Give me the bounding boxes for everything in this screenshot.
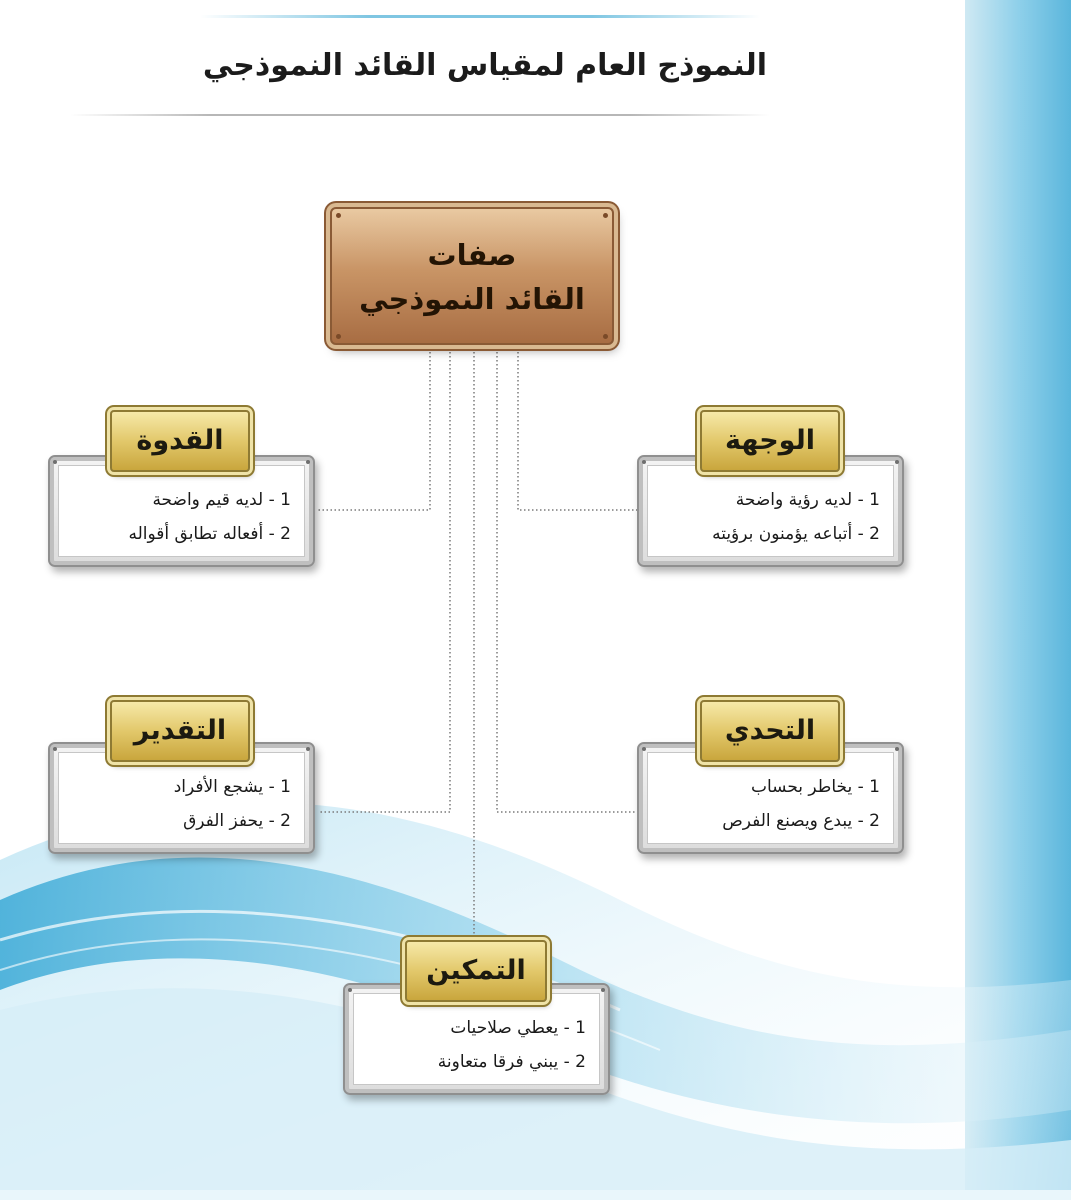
category-item: 1 - لديه قيم واضحة [152,490,291,510]
rivet [348,988,352,992]
category-item: 2 - يبني فرقا متعاونة [437,1052,586,1072]
rivet [895,747,899,751]
page-title: النموذج العام لمقياس القائد النموذجي [202,48,768,83]
category-label-tamkin: التمكين [405,940,547,1002]
category-item: 2 - أتباعه يؤمنون برؤيته [712,524,880,544]
category-item: 2 - أفعاله تطابق أقواله [128,524,291,544]
center-line-1: صفات [427,238,517,272]
rivet [601,988,605,992]
category-item: 1 - يخاطر بحساب [750,777,880,797]
rivet [603,213,608,218]
center-node-text [332,233,612,321]
category-label-tahadi: التحدي [700,700,840,762]
rivet [642,460,646,464]
rivet [336,213,341,218]
category-items [438,1011,586,1079]
category-label-taqdir: التقدير [110,700,250,762]
rivet [642,747,646,751]
category-items [174,770,291,838]
category-item: 1 - يعطي صلاحيات [450,1018,586,1038]
category-item: 2 - يحفز الفرق [183,811,291,831]
rivet [603,334,608,339]
category-items [128,483,291,551]
center-node [330,207,614,345]
rivet [53,747,57,751]
rivet [306,747,310,751]
center-line-2: القائد النموذجي [359,282,585,316]
title-top-rule [200,15,760,18]
category-items [722,770,880,838]
title-bottom-rule [70,114,770,116]
category-items [712,483,880,551]
category-item: 2 - يبدع ويصنع الفرص [722,811,880,831]
category-item: 1 - لديه رؤية واضحة [735,490,880,510]
rivet [306,460,310,464]
category-item: 1 - يشجع الأفراد [173,777,291,797]
category-label-wajha: الوجهة [700,410,840,472]
rivet [336,334,341,339]
rivet [53,460,57,464]
category-label-qudwa: القدوة [110,410,250,472]
rivet [895,460,899,464]
